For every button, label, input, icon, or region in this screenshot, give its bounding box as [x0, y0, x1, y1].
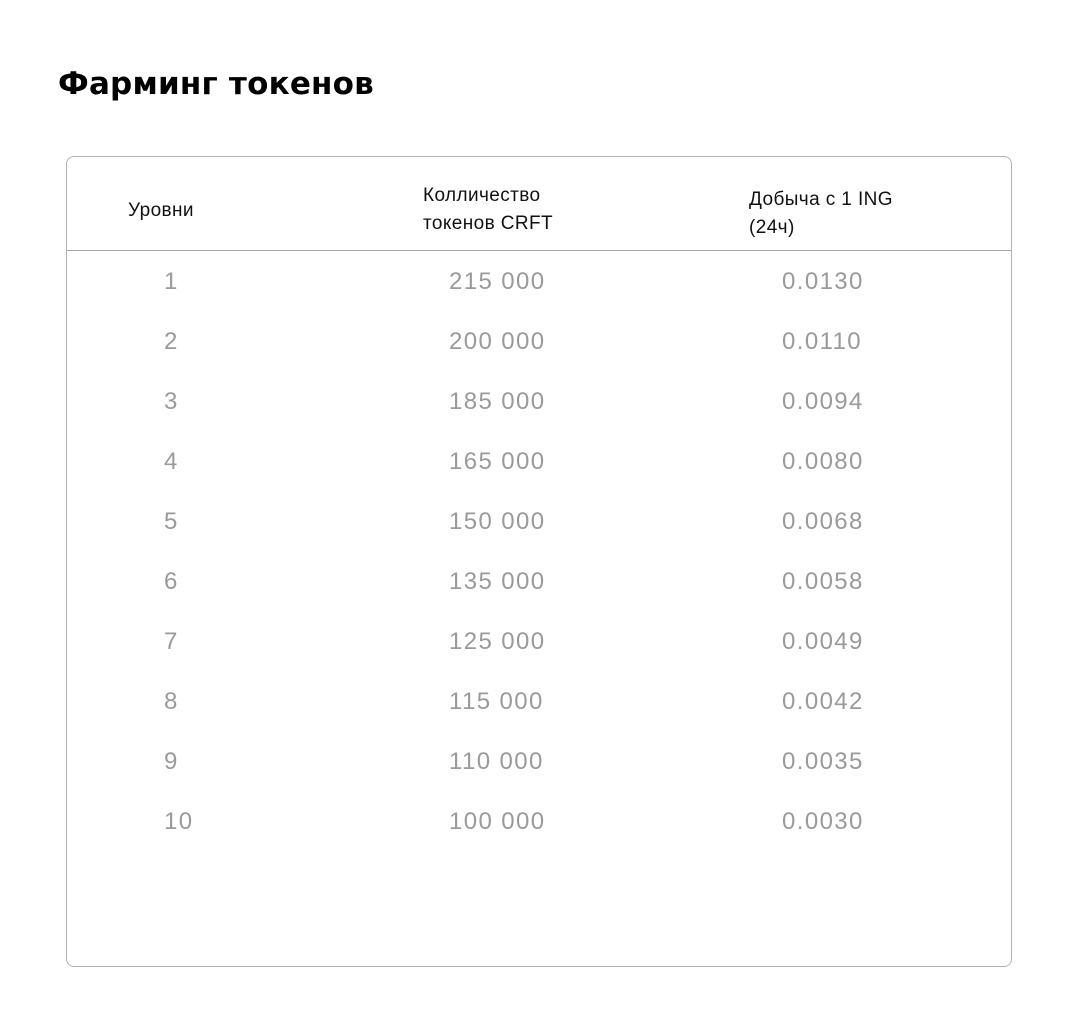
- column-header-level-line: Уровни: [128, 200, 194, 221]
- table-row: [67, 252, 1011, 312]
- table-row: [67, 672, 1011, 732]
- cell-tokens: 110 000: [449, 748, 544, 775]
- farming-table: [66, 156, 1012, 967]
- table-row: [67, 552, 1011, 612]
- cell-level: 2: [164, 328, 179, 355]
- cell-yield: 0.0068: [782, 508, 864, 535]
- cell-level: 1: [164, 268, 179, 295]
- table-row: [67, 312, 1011, 372]
- cell-level: 10: [164, 808, 194, 835]
- cell-level: 7: [164, 628, 179, 655]
- column-header-tokens: [423, 182, 623, 238]
- cell-yield: 0.0042: [782, 688, 864, 715]
- cell-tokens: 115 000: [449, 688, 544, 715]
- cell-tokens: 215 000: [449, 268, 546, 295]
- cell-level: 8: [164, 688, 179, 715]
- cell-level: 5: [164, 508, 179, 535]
- cell-yield: 0.0049: [782, 628, 864, 655]
- table-row: [67, 732, 1011, 792]
- cell-level: 6: [164, 568, 179, 595]
- table-row: [67, 432, 1011, 492]
- cell-level: 3: [164, 388, 179, 415]
- column-header-yield-line-1: Добыча с 1 ING: [749, 189, 893, 210]
- column-header-tokens-line-2: токенов CRFT: [423, 213, 554, 234]
- cell-yield: 0.0110: [782, 328, 863, 355]
- table-row: [67, 492, 1011, 552]
- table-header: [67, 157, 1011, 251]
- column-header-tokens-line-1: Колличество: [423, 185, 541, 206]
- column-header-yield-line-2: (24ч): [749, 217, 795, 238]
- column-header-yield: [749, 186, 969, 242]
- cell-tokens: 185 000: [449, 388, 546, 415]
- table-row: [67, 372, 1011, 432]
- cell-tokens: 100 000: [449, 808, 546, 835]
- cell-yield: 0.0030: [782, 808, 864, 835]
- cell-yield: 0.0130: [782, 268, 864, 295]
- cell-tokens: 200 000: [449, 328, 546, 355]
- column-header-level: [128, 197, 194, 225]
- cell-tokens: 135 000: [449, 568, 546, 595]
- cell-yield: 0.0058: [782, 568, 864, 595]
- cell-tokens: 150 000: [449, 508, 546, 535]
- cell-yield: 0.0035: [782, 748, 864, 775]
- cell-level: 4: [164, 448, 179, 475]
- cell-yield: 0.0094: [782, 388, 864, 415]
- page-title: Фарминг токенов: [58, 66, 374, 102]
- cell-tokens: 165 000: [449, 448, 546, 475]
- cell-level: 9: [164, 748, 179, 775]
- cell-tokens: 125 000: [449, 628, 546, 655]
- table-row: [67, 792, 1011, 852]
- cell-yield: 0.0080: [782, 448, 864, 475]
- table-row: [67, 612, 1011, 672]
